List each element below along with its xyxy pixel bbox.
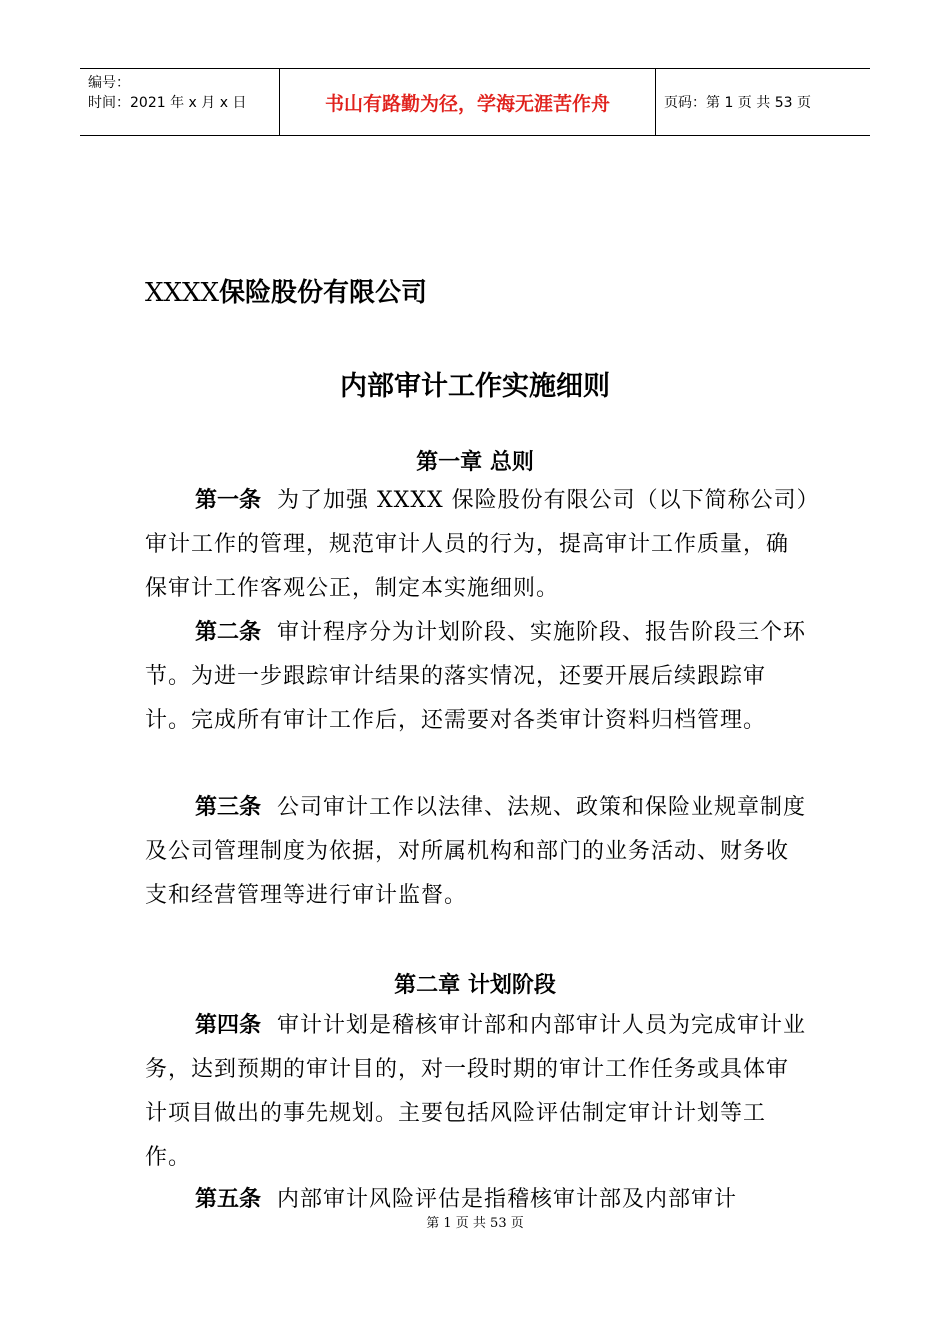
company-prefix: XXXX [145, 278, 220, 308]
header-meta [80, 69, 280, 135]
article-text: 内部审计风险评估是指稽核审计部及内部审计 [277, 1187, 738, 1212]
document-date: 时间：2021 年 x 月 x 日 [88, 95, 247, 111]
article-label: 第五条 [195, 1187, 262, 1212]
article-text: 审计程序分为计划阶段、实施阶段、报告阶段三个环节。为进一步跟踪审计结果的落实情况，还要开展后续跟踪审计。完成所有审计工作后，还需要对各类审计资料归档管理。 [145, 620, 807, 733]
article-4 [145, 1004, 810, 1180]
article-text: 为了加强 XXXX 保险股份有限公司（以下简称公司）审计工作的管理，规范审计人员的行为，提高审计工作质量，确保审计工作客观公正，制定本实施细则。 [145, 488, 809, 601]
article-5 [145, 1178, 810, 1214]
article-3 [145, 786, 810, 918]
chapter-heading-2: 第二章 计划阶段 [394, 973, 556, 998]
document-title: 内部审计工作实施细则 [340, 371, 610, 402]
header-page-info: 页码：第 1 页 共 53 页 [664, 95, 811, 111]
chapter-heading-1: 第一章 总则 [416, 450, 534, 475]
company-suffix: 保险股份有限公司 [219, 278, 428, 308]
article-label: 第四条 [195, 1013, 262, 1038]
document-number-label: 编号： [88, 75, 130, 91]
header-motto: 书山有路勤为径，学海无涯苦作舟 [280, 69, 656, 135]
article-label: 第二条 [195, 620, 262, 645]
article-2 [145, 611, 810, 743]
article-text: 审计计划是稽核审计部和内部审计人员为完成审计业务，达到预期的审计目的，对一段时期的审计工作任务或具体审计项目做出的事先规划。主要包括风险评估制定审计计划等工作。 [145, 1013, 807, 1170]
article-1 [145, 479, 810, 611]
article-label: 第一条 [195, 488, 262, 513]
page-header [80, 68, 870, 136]
article-label: 第三条 [195, 795, 262, 820]
page-footer: 第 1 页 共 53 页 [426, 1216, 524, 1231]
company-name [145, 272, 427, 309]
article-text: 公司审计工作以法律、法规、政策和保险业规章制度及公司管理制度为依据，对所属机构和部门的业务活动、财务收支和经营管理等进行审计监督。 [145, 795, 807, 908]
